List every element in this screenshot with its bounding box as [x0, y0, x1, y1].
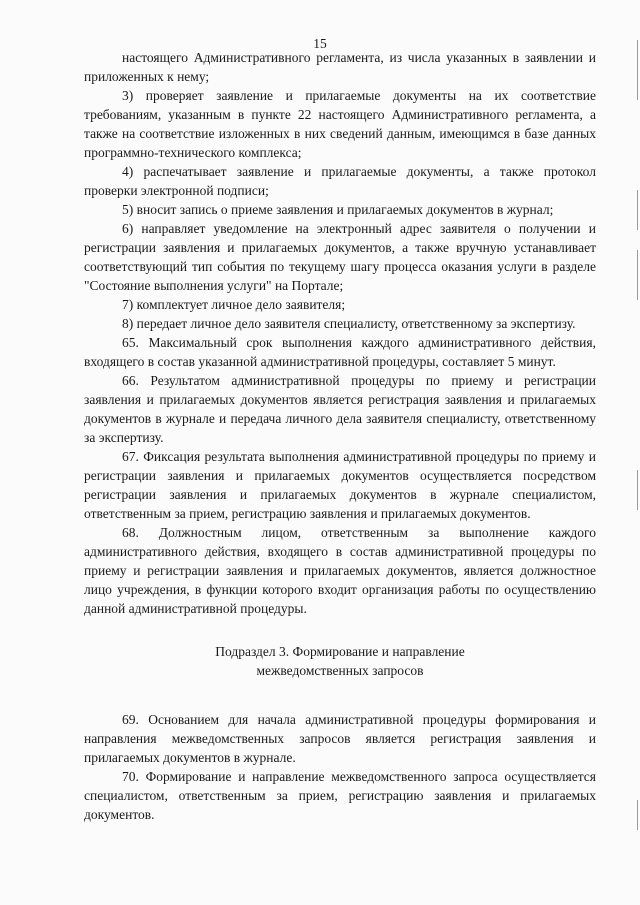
paragraph-70: 70. Формирование и направление межведомственного запроса осуществляется специалистом, ответственным за прием, регистрацию заявления и прилагаемых документов.	[84, 769, 596, 822]
paragraph-67: 67. Фиксация результата выполнения административной процедуры по приему и регистрации заявления и прилагаемых документов осуществляется посредством регистрации заявления и прилагаемых документов в журнале специалистом, ответственным за прием, регистрацию заявления и прилагаемых документов.	[84, 449, 596, 521]
subsection-heading-line-2: межведомственных запросов	[256, 663, 424, 678]
list-item-4: 4) распечатывает заявление и прилагаемые документы, а также протокол проверки электронной подписи;	[84, 164, 596, 198]
subsection-heading-line-1: Подраздел 3. Формирование и направление	[215, 644, 465, 659]
scan-edge-mark	[637, 190, 638, 230]
subsection-heading	[84, 642, 596, 680]
list-item-8: 8) передает личное дело заявителя специалисту, ответственному за экспертизу.	[122, 316, 576, 331]
document-body	[84, 48, 596, 824]
page-number: 15	[313, 36, 327, 51]
scan-edge-mark	[637, 250, 638, 300]
list-item-3: 3) проверяет заявление и прилагаемые документы на их соответствие требованиям, указанным в пункте 22 настоящего Административного регламента, а также на соответствие изложенных в них сведений данным, имеющимся в базе данных программно-технического комплекса;	[84, 88, 596, 160]
paragraph-68: 68. Должностным лицом, ответственным за выполнение каждого административного действия, входящего в состав административной процедуры по приему и регистрации заявления и прилагаемых документов, является должностное лицо учреждения, в функции которого входит организация работы по осуществлению данной административной процедуры.	[84, 525, 596, 616]
list-item-5: 5) вносит запись о приеме заявления и прилагаемых документов в журнал;	[122, 202, 554, 217]
list-item-7: 7) комплектует личное дело заявителя;	[122, 297, 346, 312]
scan-edge-mark	[637, 800, 638, 830]
list-item-6: 6) направляет уведомление на электронный адрес заявителя о получении и регистрации заявления и прилагаемых документов, а также вручную устанавливает соответствующий тип события по текущему шагу процесса оказания услуги в разделе "Состояние выполнения услуги" на Портале;	[84, 221, 596, 293]
paragraph-69: 69. Основанием для начала административной процедуры формирования и направления межведомственных запросов является регистрация заявления и прилагаемых документов в журнале.	[84, 712, 596, 765]
paragraph-66: 66. Результатом административной процедуры по приему и регистрации заявления и прилагаемых документов является регистрация заявления и прилагаемых документов в журнале и передача личного дела заявителя специалисту, ответственному за экспертизу.	[84, 373, 596, 445]
scan-edge-mark	[637, 470, 638, 510]
paragraph-65: 65. Максимальный срок выполнения каждого административного действия, входящего в состав указанной административной процедуры, составляет 5 минут.	[84, 335, 596, 369]
scan-edge-mark	[637, 40, 638, 100]
paragraph-continuation: настоящего Административного регламента, из числа указанных в заявлении и приложенных к нему;	[84, 50, 596, 84]
